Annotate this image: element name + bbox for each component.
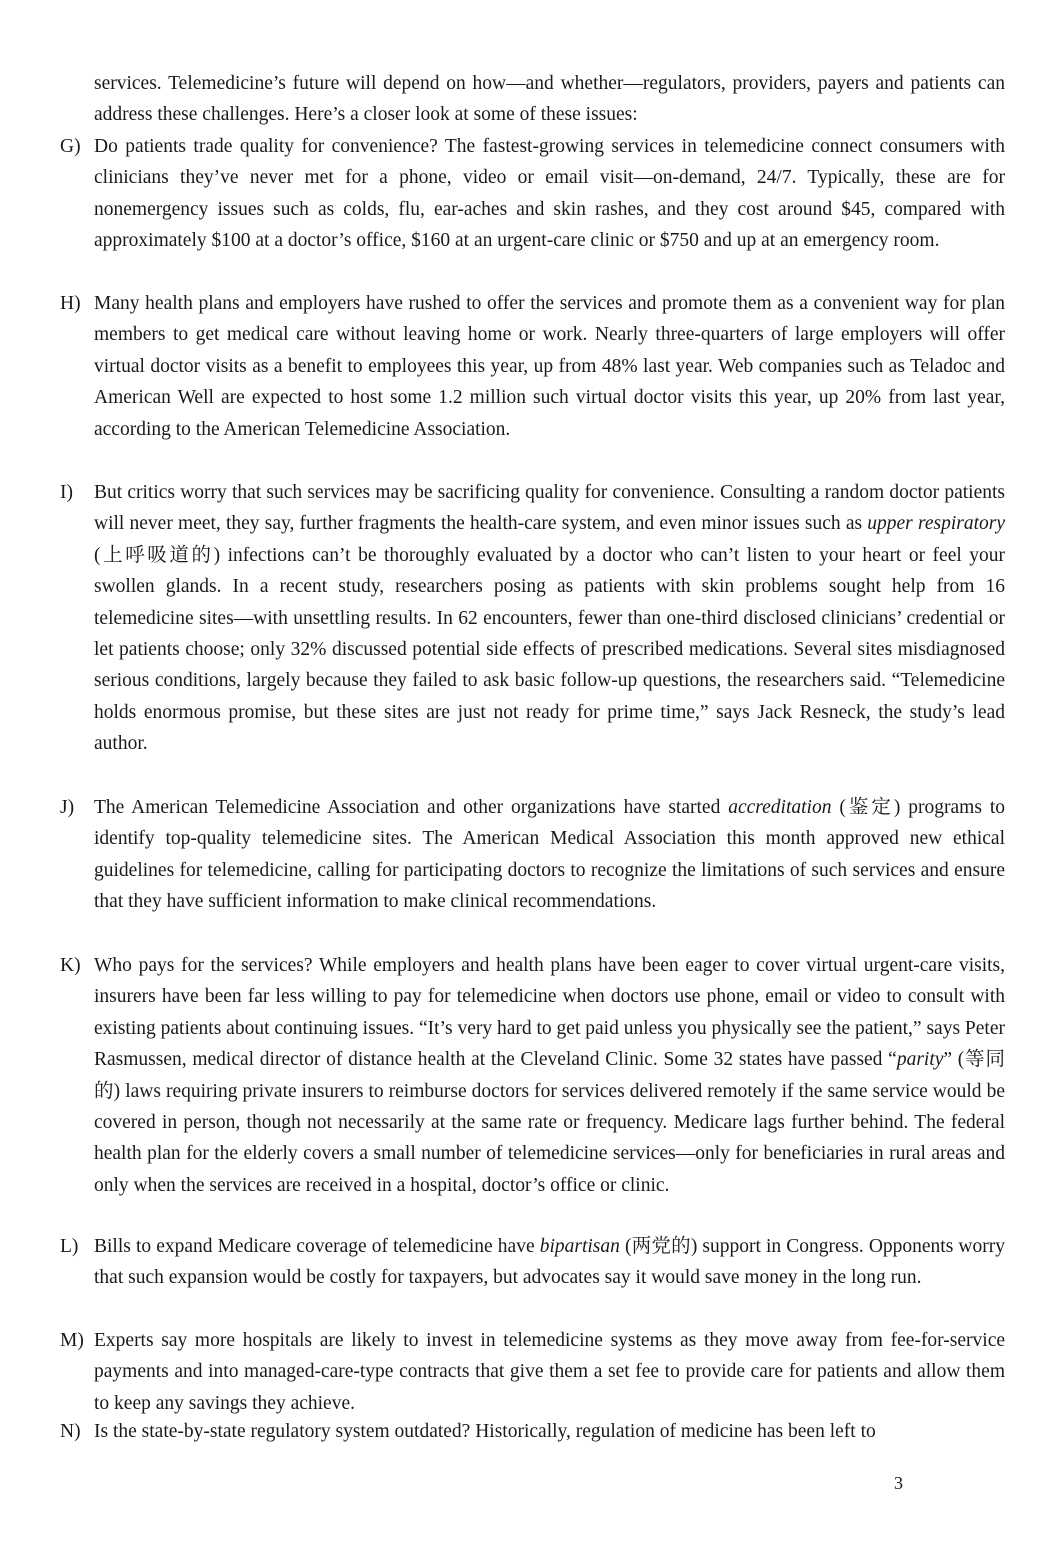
chinese-gloss: (两党的) bbox=[619, 1236, 703, 1257]
paragraph-text-after: laws requiring private insurers to reimburse doctors for services delivered remotely if the same service would be covered in person, though not necessarily at the same rate or frequency. Medicare lags further behind. The federal health plan for the elderly covers a small number of telemedicine services—only for beneficiaries in rural areas and only when the services are received in a hospital, doctor’s office or clinic. bbox=[94, 1080, 1005, 1196]
paragraph-label: J) bbox=[60, 797, 75, 818]
paragraph-h bbox=[60, 288, 1005, 445]
chinese-gloss: (鉴定) bbox=[831, 797, 909, 818]
paragraph-j bbox=[60, 792, 1005, 918]
paragraph-label: G) bbox=[60, 136, 81, 157]
paragraph-text: Many health plans and employers have rushed to offer the services and promote them as a convenient way for plan members to get medical care without leaving home or work. Nearly three-quarters of large employers will offer virtual doctor visits as a benefit to employees this year, up from 48% last year. Web companies such as Teladoc and American Well are expected to host some 1.2 million such virtual doctor visits this year, up 20% from last year, according to the American Telemedicine Association. bbox=[94, 293, 1005, 440]
italic-term: bipartisan bbox=[539, 1236, 620, 1257]
paragraph-text: Experts say more hospitals are likely to invest in telemedicine systems as they move away from fee-for-service payments and into managed-care-type contracts that give them a set fee to provide care for patients and allow them to keep any savings they achieve. bbox=[94, 1330, 1005, 1414]
page-number: 3 bbox=[894, 1473, 903, 1493]
paragraph-text-before: But critics worry that such services may be sacrificing quality for convenience. Consulting a random doctor patients will never meet, they say, further fragments the health-care system, and even minor issues such as bbox=[94, 482, 1005, 535]
paragraph-label: K) bbox=[60, 955, 81, 976]
paragraph-text-after: programs to identify top-quality telemedicine sites. The American Medical Association this month approved new ethical guidelines for telemedicine, calling for participating doctors to recognize the limitations of such services and ensure that they have sufficient information to make clinical recommendations. bbox=[94, 797, 1005, 913]
italic-term: upper respiratory bbox=[867, 513, 1005, 535]
paragraph-text-after: support in Congress. Opponents worry that such expansion would be costly for taxpayers, but advocates say it would save money in the long run. bbox=[94, 1236, 1005, 1289]
continuation-paragraph: services. Telemedicine’s future will depend on how—and whether—regulators, providers, payers and patients can address these challenges. Here’s a closer look at some of these issues: bbox=[94, 73, 1005, 126]
paragraph-n bbox=[60, 1416, 1005, 1447]
paragraph-text-before: Bills to expand Medicare coverage of telemedicine have bbox=[94, 1236, 540, 1257]
paragraph-text-before: The American Telemedicine Association and other organizations have started bbox=[94, 797, 729, 818]
paragraph-label: N) bbox=[60, 1421, 81, 1442]
paragraph-text-before: Who pays for the services? While employers and health plans have been eager to cover virtual urgent-care visits, insurers have been far less willing to pay for telemedicine when doctors use phone, email or video to consult with existing patients about continuing issues. “It’s very hard to get paid unless you physically see the patient,” says Peter Rasmussen, medical director of distance health at the Cleveland Clinic. Some 32 states have passed “ bbox=[94, 955, 1005, 1071]
paragraph-text-after: infections can’t be thoroughly evaluated by a doctor who can’t listen to your heart or feel your swollen glands. In a recent study, researchers posing as patients with skin problems sought help from 16 telemedicine sites—with unsettling results. In 62 encounters, fewer than one-third disclosed clinicians’ credential or let patients choose; only 32% discussed potential side effects of prescribed medications. Several sites misdiagnosed serious conditions, largely because they failed to ask basic follow-up questions, the researchers said. “Telemedicine holds enormous promise, but these sites are just not ready for prime time,” says Jack Resneck, the study’s lead author. bbox=[94, 544, 1005, 755]
paragraph-i bbox=[60, 477, 1005, 760]
chinese-gloss: (上呼吸道的) bbox=[94, 544, 228, 566]
paragraph-l bbox=[60, 1231, 1005, 1294]
paragraph-label: L) bbox=[60, 1236, 79, 1257]
chinese-gloss: ” (等同的) bbox=[94, 1049, 1005, 1102]
paragraph-label: H) bbox=[60, 293, 81, 314]
paragraph-text: Do patients trade quality for convenience? The fastest-growing services in telemedicine connect consumers with clinicians they’ve never met for a phone, video or email visit—on-demand, 24/7. Typically, these are for nonemergency issues such as colds, flu, ear-aches and skin rashes, and they cost around $45, compared with approximately $100 at a doctor’s office, $160 at an urgent-care clinic or $750 and up at an emergency room. bbox=[94, 136, 1005, 252]
italic-term: parity bbox=[896, 1049, 944, 1071]
paragraph-label: I) bbox=[60, 482, 73, 503]
italic-term: accreditation bbox=[728, 797, 832, 818]
paragraph-label: M) bbox=[60, 1330, 84, 1351]
paragraph-text: Is the state-by-state regulatory system outdated? Historically, regulation of medicine has been left to bbox=[94, 1421, 876, 1442]
paragraph-m bbox=[60, 1325, 1005, 1419]
paragraph-k bbox=[60, 950, 1005, 1201]
paragraph-g bbox=[60, 131, 1005, 257]
